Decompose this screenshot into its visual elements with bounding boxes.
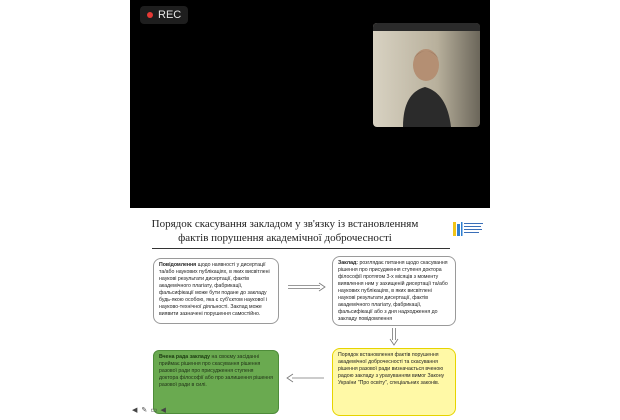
screen-icon[interactable]: ▭ — [150, 407, 158, 414]
notification-box — [153, 258, 279, 324]
record-dot-icon — [147, 12, 153, 18]
institution-box — [332, 256, 456, 326]
pointer-icon[interactable]: ◀ — [132, 407, 138, 414]
arrow-left-icon — [286, 373, 326, 383]
presentation-slide — [130, 208, 490, 420]
video-stage — [130, 0, 490, 420]
presenter-video — [373, 23, 480, 127]
slide-title-line-1: Порядок скасування закладом у зв'язку із встановленням — [151, 218, 419, 230]
academic-council-box — [153, 350, 279, 414]
institution-box-text: розглядає питання щодо скасування рішення про присудження ступеня доктора філософії протягом 3-х місяців з моменту виявлення ним у захищеній дисертації та/або наукових публікаціях, в яких висвітлені наукові результати дисертації, фактів академічного плагіату, фабрикації, фальсифікації або з дня надходження до закладу повідомлення — [338, 260, 448, 322]
title-underline — [152, 248, 450, 249]
recording-label: REC — [158, 9, 182, 21]
procedure-box — [332, 348, 456, 416]
slide-toolbar — [130, 405, 167, 417]
agency-logo-icon — [452, 220, 484, 246]
recording-indicator — [140, 6, 188, 24]
notification-box-text: щодо наявності у дисертації та/або наукових публікаціях, в яких висвітлені наукові результати дисертації, фактів академічного плагіату, фабрикації, фальсифікації може бути подане до закладу будь-якою особою, яка є суб'єктом наукової і науково-технічної діяльності. Заклад може виявити зазначені порушення самостійно. — [159, 262, 270, 317]
arrow-down-icon — [388, 328, 400, 346]
academic-council-box-text: на своєму засіданні приймає рішення про скасування рішення разової ради про присудження ступеня доктора філософії або про залишення рішення разової ради в силі. — [159, 354, 273, 388]
notification-box-heading: Повідомлення — [159, 262, 197, 268]
institution-box-heading: Заклад: — [338, 260, 358, 266]
volume-icon[interactable]: ◀ — [160, 407, 166, 414]
procedure-box-text: Порядок встановлення фактів порушення академічної доброчесності та скасування рішення разової ради визначається вченою радою закладу з урахуванням вимог Закону України "Про освіту", спеціальних законів. — [338, 352, 445, 386]
presenter-camera-tile[interactable] — [373, 23, 480, 127]
pen-icon[interactable]: ✎ — [141, 407, 148, 414]
academic-council-box-heading: Вчена рада закладу — [159, 354, 211, 360]
slide-title — [140, 217, 430, 245]
slide-title-line-2: фактів порушення академічної доброчесності — [178, 232, 392, 244]
arrow-right-icon — [286, 282, 326, 292]
